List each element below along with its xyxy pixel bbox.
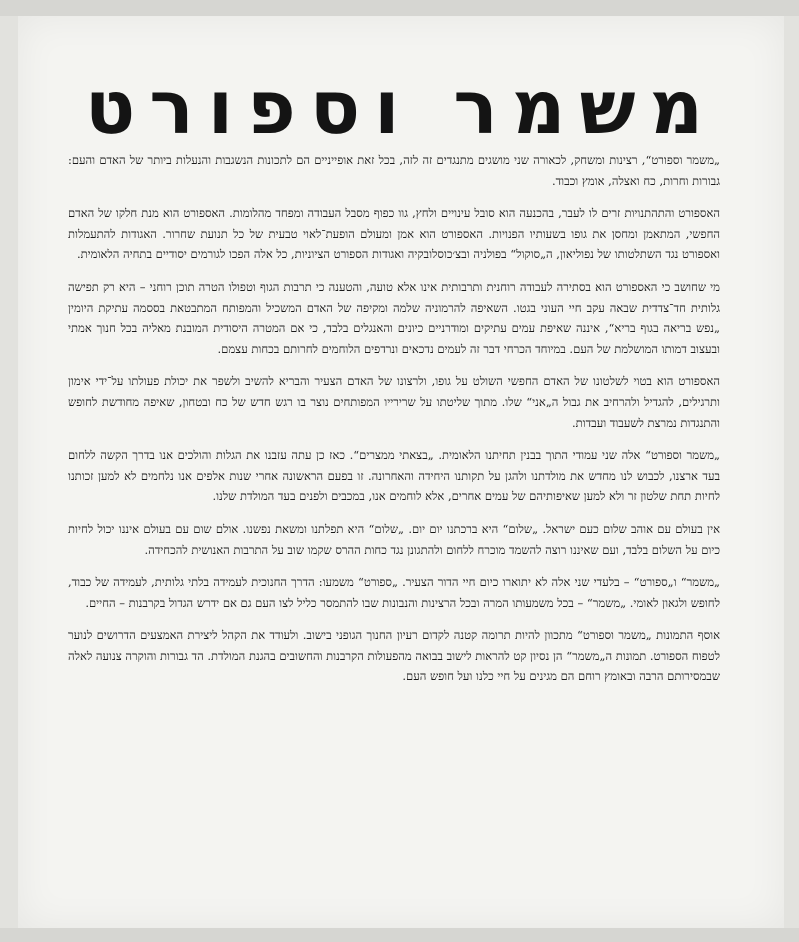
- paragraph-2: האספורט והתהתנויות זרים לו לעבר, בהכנעה הוא סובל עינויים ולחץ, גוו כפוף מסבל העבודה ומפחד מהלומות. האספורט הוא מנת חלקו של האדם החפשי, המתאמן ומחסן את גופו בשעותיו הפנויות. האספורט הוא אמן ומעולם הופעת־לאוי טבעית של כל תנועת שחרור. האגודות להתעמלות ואספורט נגד השתלטותו של נפוליאון, ה„סוקול“ בפולניה ובצ׳כוסלובקיה ואגודות הספורט הציוניות, כל אלה הפכו לגורמים יסודיים בתחיה הלאומית.: [68, 206, 720, 262]
- paragraph-5: „משמר וספורט“ אלה שני עמודי התוך בבנין תחיתנו הלאומית. „בצאתי ממצרים“. כאז כן עתה עזבנו את הגלות והולכים אנו בדרך הקשה ללחום בעד ארצנו, לכבוש לנו מחדש את מולדתנו ולהגן על תקותנו היחידה והאחרונה. זו בפעם הראשונה אחרי שנות אלפים אנו נלחמים לא למען זכותנו לחיות תחת שלטון זר ולא למען שאיפותיהם של עמים אחרים, אלא לוחמים אנו, במכבים ולפנים בעד המולדת שלנו.: [68, 448, 720, 504]
- paragraph-4: האספורט הוא בטוי לשלטונו של האדם החפשי השולט על גופו, ולרצונו של האדם הצעיר והבריא להשיב ולשפר את יכולת פעולתו על־ידי אימון ותרגילים, להגדיל ולהרחיב את גבול ה„אני“ שלו. מתוך שליטתו על שרירייו המפותחים נוצר בו רגש חדש של כח ובטחון, שאיפה מחודשת לחופש והתנגדות נמרצת לשעבוד ועבדות.: [68, 374, 720, 430]
- paragraph-6: אין בעולם עם אוהב שלום כעם ישראל. „שלום“ היא ברכתנו יום יום. „שלום“ היא תפלתנו ומשאת נפשנו. אולם שום עם בעולם איננו יכול לחיות כיום על השלום בלבד, ועם שאיננו רוצה להשמד מוכרח ללחום ולהתגונן נגד כחות ההרס שקמו שוב על התרבות האנושית להכחידה.: [68, 521, 721, 557]
- document-body: [68, 150, 720, 699]
- page-edge-top: [0, 0, 799, 16]
- paragraph-1: „משמר וספורט“, רצינות ומשחק, לכאורה שני מושגים מתנגדים זה לזה, בכל זאת אופייניים הם לתכונות הנשגבות והנעלות ביותר של האדם והעם: גבורות וחרות, כח ואצלה, אומץ וכבוד.: [68, 153, 720, 188]
- paragraph-7: „משמר“ ו„ספורט“ – בלעדי שני אלה לא יתוארו כיום חיי הדור הצעיר. „ספורט“ משמעו: הדרך החנוכית לעמידה בלתי גלותית, לעמידה של כבוד, לחופש ולגאון לאומי. „משמר“ – בכל משמעותו המרה ובכל הרצינות והנבונות שבו להתמסר כליל לצו העם גם אם ידרש הגדול בקרבנות – החיים.: [68, 575, 720, 610]
- page-edge-bottom: [0, 928, 799, 942]
- paragraph-3: מי שחושב כי האספורט הוא בסתירה לעבודה רוחנית ותרבותית אינו אלא טועה, והטענה כי תרבות הגוף וטפולו הטרה תוכן רוחני – היא רק תפישה גלותית חד־צדדית שבאה עקב חיי העוני בגטו. השאיפה להרמוניה שלמה ומקיפה של האדם המשכיל והמפותח המתבטאת בססמה עתיקת היומין „נפש בריאה בגוף בריא“, איננה שאיפת עמים עתיקים ומודרניים כיונים והאנגלים בלבד, כי אם המטרה היסודית המובנת מאליה בכל חנוך אמתי ובעצוב דמותו המושלמת של העם. במיוחד הכרחי דבר זה לעמים נדכאים ונרדפים הלוחמים לחרותם בכחות עצמם.: [68, 279, 720, 356]
- document-title: משמר וספורט: [84, 65, 718, 151]
- paragraph-8: אוסף התמונות „משמר וספורט“ מתכוון להיות תרומה קטנה לקדום רעיון החנוך הגופני בישוב. ולעודד את הקהל ליצירת האמצעים הדרושים לנוער לטפוח הספורט. תמונות ה„משמר“ הן נסיון קט להראות לישוב בבואה מהפעולות הקרבנות והחשובים בהגנת המולדת. הד גבורות והוקרה צנועה לאלה שבמסירותם הרבה ובאומץ רוחם הם מגינים על חיי כלנו ועל חופש העם.: [68, 628, 720, 684]
